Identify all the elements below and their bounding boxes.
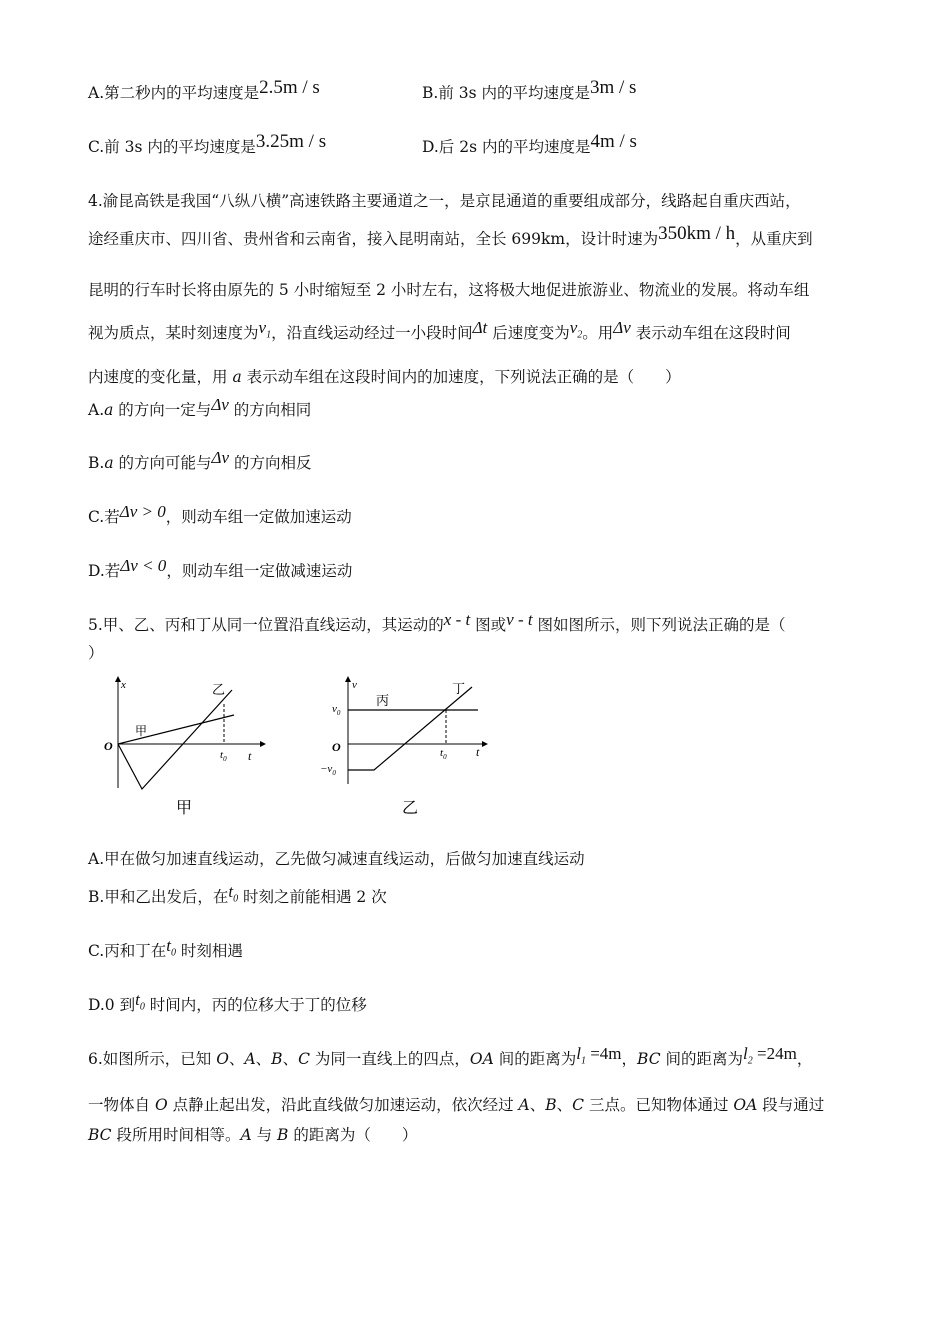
q5-option-a: A.甲在做匀加速直线运动，乙先做匀减速直线运动，后做匀加速直线运动 (88, 850, 585, 868)
q3-option-c-value: 3.25m / s (255, 131, 327, 152)
q5-t0: $t_0$ (166, 936, 176, 959)
xt-origin: O (104, 739, 113, 753)
q5-t0: $t_0$ (228, 882, 239, 905)
q5-t0: $t_0$ (135, 990, 145, 1013)
vt-x-arrow (482, 741, 488, 747)
q3-option-a-value: 2.5m / s (259, 77, 320, 98)
q6-line-3: BC 段所用时间相等。A 与 B 的距离为（ ） (88, 1126, 418, 1144)
q5-line-2: ） (88, 644, 104, 662)
vt-y-arrow (345, 676, 351, 682)
q3-option-c (88, 131, 327, 158)
q4-option-c: C.若Δv > 0，则动车组一定做加速运动 (88, 502, 352, 526)
q4-line-2b: ，从重庆到 (735, 230, 813, 248)
q4-v1: $v_1$ (258, 318, 272, 341)
q5-option-d: D.0 到$t_0$ 时间内，丙的位移大于丁的位移 (88, 990, 367, 1014)
figure-xt-caption: 甲 (176, 800, 193, 817)
xt-t0-label: $t_0$ (220, 749, 227, 763)
q4-option-a: A.a 的方向一定与Δv 的方向相同 (88, 395, 312, 419)
vt-ylabel: v (352, 679, 357, 691)
q5-xt: x - t (443, 610, 471, 629)
q4-design-speed: 350km / h (658, 223, 736, 244)
q3-option-d-text: D.后 2s 内的平均速度是 (422, 138, 591, 156)
q4-delta-v: Δv (613, 318, 631, 337)
q3-option-c-text: C.前 3s 内的平均速度是 (88, 138, 256, 156)
q4-line-5: 内速度的变化量，用 a 表示动车组在这段时间内的加速度，下列说法正确的是（ ） (88, 368, 681, 386)
xt-x-arrow (260, 741, 266, 747)
q4-line-4c: 后速度变为 (487, 324, 570, 342)
q4-option-b: B.a 的方向可能与Δv 的方向相反 (88, 448, 312, 472)
ding-line (348, 687, 472, 770)
q4-line-4a: 视为质点，某时刻速度为 (88, 324, 259, 342)
vt-origin: O (332, 740, 341, 754)
q4-line-3: 昆明的行车时长将由原先的 5 小时缩短至 2 小时左右，这将极大地促进旅游业、物流业的发展。将动车组 (88, 281, 810, 299)
q4-v2: $v_2$ (569, 318, 583, 341)
q3-option-a (88, 77, 320, 104)
vt-v0-label: $v_0$ (332, 703, 341, 717)
vt-xlabel: t (476, 745, 480, 759)
q3-option-b (422, 77, 637, 104)
q5-option-b: B.甲和乙出发后，在$t_0$ 时刻之前能相遇 2 次 (88, 882, 387, 906)
figure-xt-graph (100, 672, 270, 822)
jia-label: 甲 (135, 724, 148, 738)
q4-option-d: D.若Δv < 0，则动车组一定做减速运动 (88, 556, 353, 580)
q6-l1: $l_1 =4m$ (576, 1044, 622, 1067)
q5-vt: v - t (506, 610, 533, 629)
yi-label: 乙 (212, 682, 226, 697)
q4-line-2a: 途经重庆市、四川省、贵州省和云南省，接入昆明南站，全长 699km，设计时速为 (88, 230, 659, 248)
xt-xlabel: t (248, 749, 252, 763)
bing-label: 丙 (376, 693, 390, 708)
q4-delta-t: Δt (472, 318, 488, 337)
q5-option-c: C.丙和丁在$t_0$ 时刻相遇 (88, 936, 243, 960)
q3-option-d (422, 131, 637, 158)
q4-line-4e: 表示动车组在这段时间 (630, 324, 791, 342)
q6-line-2: 一物体自 O 点静止起出发，沿此直线做匀加速运动，依次经过 A、B、C 三点。已知物体通过 OA 段与通过 (88, 1096, 825, 1114)
ding-label: 丁 (452, 681, 466, 696)
q4-line-1: 4.渝昆高铁是我国“八纵八横”高速铁路主要通道之一，是京昆通道的重要组成部分，线路起自重庆西站， (88, 192, 801, 210)
figure-vt-caption: 乙 (402, 800, 419, 817)
q6-l2: $l_2 =24m$ (743, 1044, 797, 1067)
q6-line-1: 6.如图所示，已知 O、A、B、C 为同一直线上的四点，OA 间的距离为$l_1 =4m$，BC 间的距离为$l_2 =24m$， (88, 1044, 813, 1068)
q3-option-b-text: B.前 3s 内的平均速度是 (422, 84, 590, 102)
vt-neg-v0-label: $-v_0$ (320, 763, 336, 777)
q4-line-2 (88, 223, 813, 250)
q4-line-4 (88, 318, 791, 351)
q3-option-d-value: 4m / s (590, 131, 637, 152)
q3-option-a-text: A.第二秒内的平均速度是 (88, 84, 260, 102)
q4-line-4b: ，沿直线运动经过一小段时间 (271, 324, 473, 342)
q3-option-b-value: 3m / s (590, 77, 637, 98)
q4-line-4d: 。用 (582, 324, 614, 342)
xt-ylabel: x (121, 679, 126, 691)
vt-t0-label: $t_0$ (440, 747, 447, 761)
figure-vt-graph (312, 672, 502, 822)
q5-line-1: 5.甲、乙、丙和丁从同一位置沿直线运动，其运动的x - t 图或v - t 图如图所示，则下列说法正确的是（ (88, 610, 786, 634)
